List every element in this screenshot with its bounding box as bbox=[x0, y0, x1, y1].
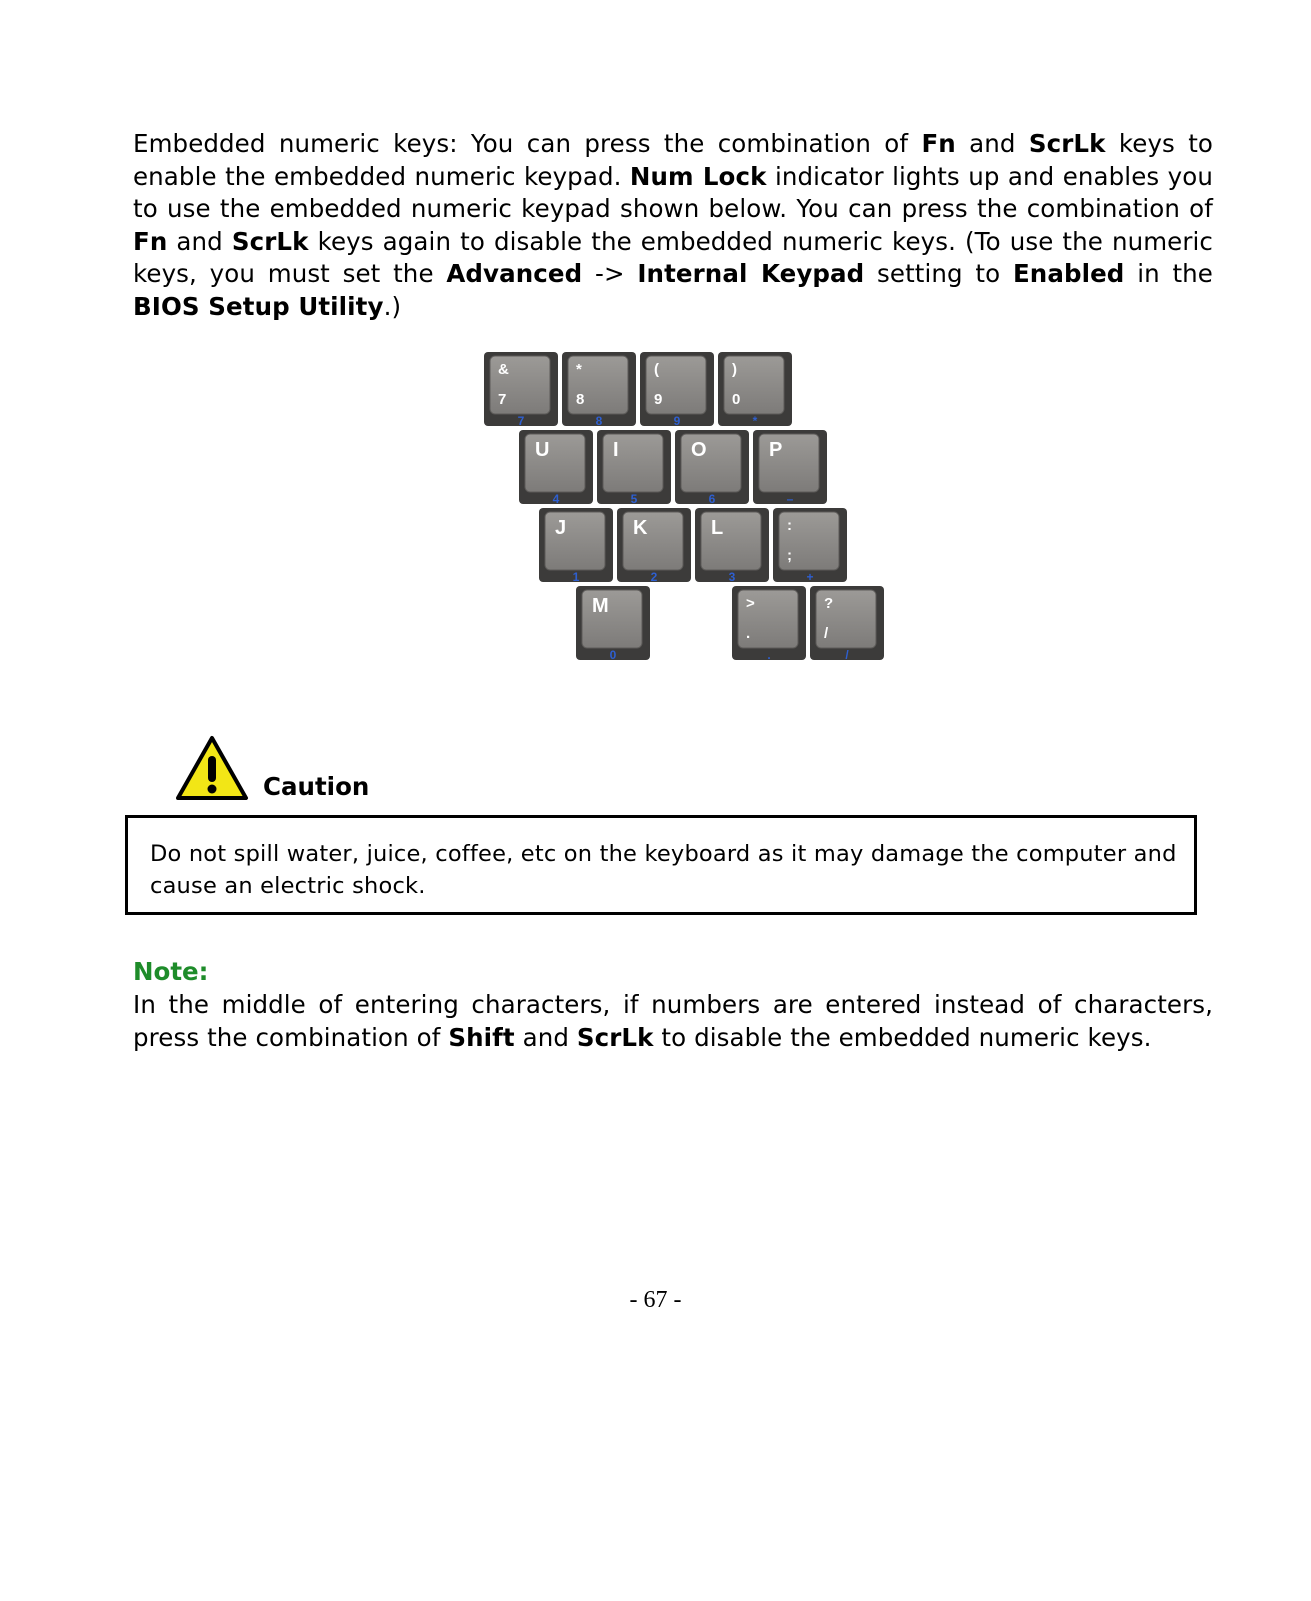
key-main-legend: 0 bbox=[732, 391, 741, 408]
keycap bbox=[576, 586, 650, 662]
advanced-term: Advanced bbox=[446, 259, 583, 288]
key-main-legend: P bbox=[769, 439, 783, 461]
key-main-legend: K bbox=[633, 517, 648, 539]
intro-text: and bbox=[167, 226, 232, 256]
key-numeric-legend: . bbox=[767, 648, 771, 662]
key-numeric-legend: 9 bbox=[673, 414, 681, 428]
note-text: and bbox=[514, 1022, 577, 1052]
key-main-legend: I bbox=[613, 439, 619, 461]
key-numeric-legend: 8 bbox=[595, 414, 603, 428]
key-main-legend: O bbox=[691, 439, 707, 461]
key-shift-legend: : bbox=[787, 517, 792, 534]
intro-text: setting to bbox=[864, 259, 1013, 288]
shift-key-term: Shift bbox=[448, 1022, 515, 1052]
key-numeric-legend: / bbox=[845, 648, 849, 662]
key-main-legend: / bbox=[824, 625, 829, 642]
intro-text: .) bbox=[383, 291, 402, 321]
key-main-legend: 7 bbox=[498, 391, 507, 408]
fn-key-term: Fn bbox=[921, 129, 956, 158]
keycap bbox=[640, 352, 714, 428]
keycap bbox=[810, 586, 884, 662]
key-main-legend: 9 bbox=[654, 391, 663, 408]
caution-box bbox=[125, 815, 1197, 915]
warning-icon bbox=[175, 734, 249, 802]
intro-text: -> bbox=[582, 259, 638, 288]
internal-keypad-term: Internal Keypad bbox=[637, 259, 865, 288]
key-numeric-legend: – bbox=[786, 492, 794, 506]
key-main-legend: J bbox=[555, 517, 567, 539]
embedded-keypad-photo bbox=[484, 352, 904, 682]
key-main-legend: . bbox=[746, 625, 751, 642]
keycap bbox=[539, 508, 613, 584]
key-numeric-legend: 0 bbox=[609, 648, 617, 662]
keycap bbox=[695, 508, 769, 584]
key-shift-legend: ? bbox=[824, 595, 834, 612]
caution-text: Do not spill water, juice, coffee, etc on the keyboard as it may damage the computer and cause an electric shock. bbox=[150, 841, 1177, 899]
keycap bbox=[562, 352, 636, 428]
key-main-legend: ; bbox=[787, 547, 792, 564]
note-paragraph bbox=[133, 989, 1213, 1054]
key-main-legend: U bbox=[535, 439, 550, 461]
keycap bbox=[597, 430, 671, 506]
intro-paragraph bbox=[133, 128, 1213, 323]
scrlk-key-term: ScrLk bbox=[576, 1022, 654, 1052]
intro-text: keys to enable the embedded numeric keypad. bbox=[133, 129, 1214, 191]
key-numeric-legend: 1 bbox=[572, 570, 580, 584]
key-numeric-legend: 7 bbox=[517, 414, 525, 428]
key-numeric-legend: 3 bbox=[728, 570, 736, 584]
num-lock-term: Num Lock bbox=[629, 161, 767, 191]
key-numeric-legend: 2 bbox=[650, 570, 658, 584]
keycap bbox=[519, 430, 593, 506]
key-shift-legend: & bbox=[498, 361, 509, 378]
intro-text: keys again to disable the embedded numeric keys. (To use the numeric keys, you must set the bbox=[133, 226, 1214, 288]
bios-setup-term: BIOS Setup Utility bbox=[133, 291, 384, 321]
note-text: In the middle of entering characters, if numbers are entered instead of characters, press the combination of bbox=[133, 990, 1213, 1052]
key-main-legend: M bbox=[592, 595, 609, 617]
intro-text: Embedded numeric keys: You can press the combination of bbox=[133, 129, 922, 158]
keycap bbox=[718, 352, 792, 428]
key-main-legend: L bbox=[711, 517, 724, 539]
key-shift-legend: ) bbox=[732, 361, 737, 378]
caution-title: Caution bbox=[263, 772, 370, 801]
keycap bbox=[773, 508, 847, 584]
keycap bbox=[675, 430, 749, 506]
key-shift-legend: * bbox=[576, 361, 582, 378]
key-shift-legend: ( bbox=[654, 361, 659, 378]
key-numeric-legend: 5 bbox=[630, 492, 638, 506]
fn-key-term: Fn bbox=[133, 226, 168, 256]
key-numeric-legend: 6 bbox=[708, 492, 716, 506]
enabled-term: Enabled bbox=[1012, 259, 1125, 288]
key-numeric-legend: 4 bbox=[552, 492, 560, 506]
intro-text: indicator lights up and enables you to use the embedded numeric keypad shown below. You can press the combination of bbox=[133, 161, 1213, 223]
keycap bbox=[753, 430, 827, 506]
note-label: Note: bbox=[133, 957, 209, 986]
intro-text: and bbox=[955, 129, 1029, 158]
note-text: to disable the embedded numeric keys. bbox=[653, 1022, 1152, 1052]
scrlk-key-term: ScrLk bbox=[1028, 129, 1106, 158]
keycap bbox=[617, 508, 691, 584]
scrlk-key-term: ScrLk bbox=[231, 226, 309, 256]
key-main-legend: 8 bbox=[576, 391, 585, 408]
key-numeric-legend: + bbox=[806, 570, 814, 584]
page-number: - 67 - bbox=[629, 1287, 682, 1313]
keycap bbox=[484, 352, 558, 428]
key-shift-legend: > bbox=[746, 595, 755, 612]
intro-text: in the bbox=[1124, 259, 1213, 288]
key-numeric-legend: * bbox=[752, 414, 758, 428]
keycap bbox=[732, 586, 806, 662]
